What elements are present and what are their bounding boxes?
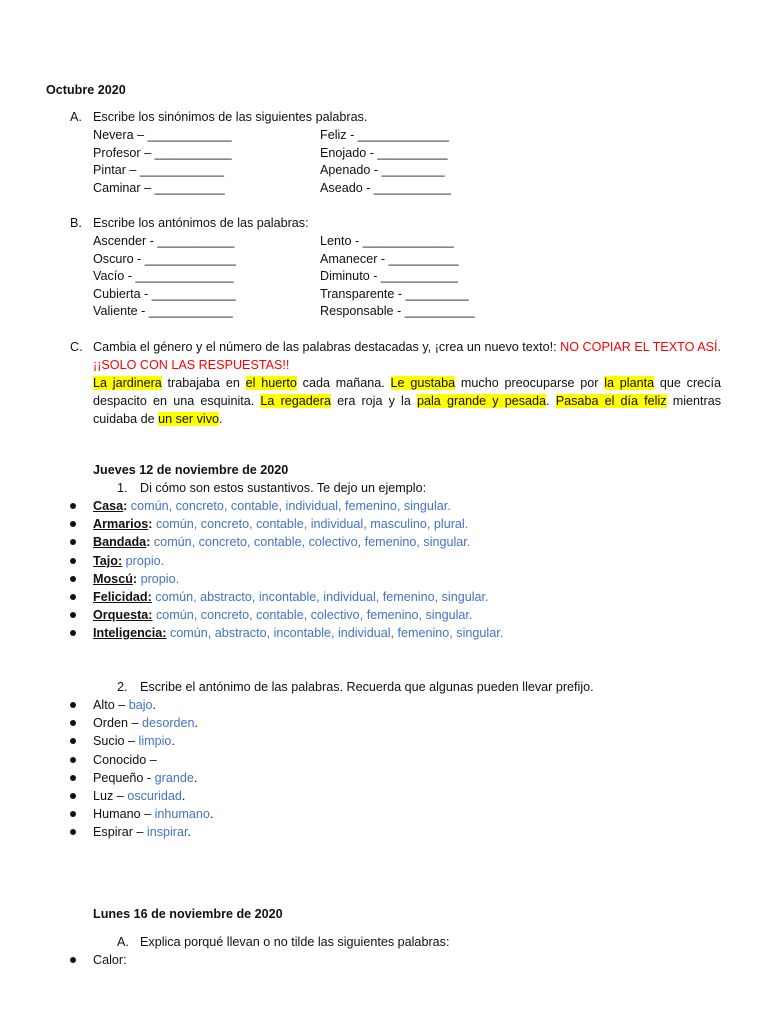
noun-item [93,570,179,588]
bullet-icon [70,697,78,705]
antonym-word: Alto – [93,698,129,712]
exercise-number: 2. [117,680,128,694]
highlighted-phrase: la planta [604,376,655,390]
antonym-word: Orden – [93,716,143,730]
noun-answer: propio. [122,554,165,568]
synonym-item: Enojado - __________ [320,146,448,160]
antonym-end: . [152,698,157,712]
exercise-number: 1. [117,481,128,495]
section-c-marker: C. [70,340,83,354]
exercise-instruction: Escribe el antónimo de las palabras. Recuerda que algunas pueden llevar prefijo. [140,680,594,694]
antonym-row [93,787,185,805]
list-item: Calor: [93,953,127,967]
section-a-marker: A. [70,110,82,124]
highlighted-phrase: Pasaba el día feliz [555,394,667,408]
antonym-end: . [187,825,192,839]
section-c-paragraph [93,374,721,428]
bullet-icon [70,952,78,960]
antonym-row [93,696,156,714]
bullet-icon [70,824,78,832]
antonym-word: Humano – [93,807,155,821]
antonym-answer: inhumano [154,807,210,821]
bullet-icon [70,733,78,741]
section-c-instruction [93,338,721,374]
antonym-word: Conocido – [93,753,157,767]
paragraph-text: era roja y la [330,394,417,408]
bullet-icon [70,625,78,633]
noun-separator: : [146,535,151,549]
section-date-jueves: Jueves 12 de noviembre de 2020 [93,463,289,477]
paragraph-text: mucho preocuparse por [455,376,605,390]
antonym-row [93,823,191,841]
noun-item [93,533,470,551]
paragraph-text: . [546,394,556,408]
noun-answer: común, abstracto, incontable, individual, femenino, singular. [151,590,489,604]
section-a-instruction: Escribe los sinónimos de las siguientes palabras. [93,110,368,124]
exercise-marker: A. [117,935,129,949]
antonym-row [93,751,157,769]
antonym-item: Oscuro - _____________ [93,252,236,266]
bullet-icon [70,752,78,760]
section-date-lunes: Lunes 16 de noviembre de 2020 [93,907,283,921]
antonym-item: Amanecer - __________ [320,252,459,266]
antonym-answer: grande [154,771,194,785]
section-b-marker: B. [70,216,82,230]
antonym-word: Espirar – [93,825,147,839]
bullet-icon [70,607,78,615]
noun-word: Moscú [93,572,133,586]
bullet-icon [70,553,78,561]
antonym-answer: bajo [128,698,153,712]
page-title: Octubre 2020 [46,83,126,97]
antonym-answer: desorden [142,716,195,730]
highlighted-phrase: un ser vivo [158,412,220,426]
paragraph-text: . [219,412,223,426]
warning-text: ¡¡SOLO CON LAS RESPUESTAS!! [93,358,290,372]
antonym-end: . [193,771,198,785]
antonym-answer: oscuridad [127,789,182,803]
highlighted-phrase: La jardinera [93,376,162,390]
noun-word: Orquesta: [93,608,153,622]
antonym-row [93,805,213,823]
noun-separator: : [123,499,128,513]
antonym-item: Valiente - ____________ [93,304,233,318]
bullet-icon [70,788,78,796]
antonym-answer: limpio [138,734,172,748]
antonym-item: Vacío - ______________ [93,269,234,283]
noun-answer: propio. [137,572,180,586]
bullet-icon [70,516,78,524]
noun-item [93,588,489,606]
noun-word: Inteligencia: [93,626,167,640]
instruction-text: Cambia el género y el número de las palabras destacadas y, ¡crea un nuevo texto!: [93,340,557,354]
bullet-icon [70,715,78,723]
highlighted-phrase: el huerto [245,376,297,390]
antonym-end: . [194,716,199,730]
bullet-icon [70,498,78,506]
noun-separator: : [132,572,138,586]
exercise-instruction: Explica porqué llevan o no tilde las siguientes palabras: [140,935,450,949]
synonym-item: Pintar – ____________ [93,163,224,177]
highlighted-phrase: La regadera [260,394,331,408]
antonym-item: Diminuto - ___________ [320,269,458,283]
noun-answer: común, abstracto, incontable, individual, femenino, singular. [166,626,504,640]
antonym-row [93,714,198,732]
synonym-item: Nevera – ____________ [93,128,232,142]
bullet-icon [70,770,78,778]
noun-item [93,497,451,515]
noun-item [93,606,472,624]
synonym-item: Feliz - _____________ [320,128,449,142]
noun-word: Casa [93,499,124,513]
noun-item [93,552,164,570]
bullet-icon [70,534,78,542]
antonym-item: Lento - _____________ [320,234,454,248]
highlighted-phrase: Le gustaba [390,376,456,390]
antonym-item: Cubierta - ____________ [93,287,236,301]
paragraph-text: mientras cuidaba de [93,394,722,426]
bullet-icon [70,571,78,579]
antonym-row [93,732,175,750]
noun-word: Bandada [93,535,147,549]
noun-answer: común, concreto, contable, colectivo, femenino, singular. [150,535,471,549]
noun-answer: común, concreto, contable, individual, femenino, singular. [127,499,451,513]
antonym-end: . [181,789,186,803]
antonym-word: Sucio – [93,734,139,748]
noun-answer: común, concreto, contable, colectivo, femenino, singular. [152,608,473,622]
warning-text: NO COPIAR EL TEXTO ASÍ. [560,340,721,354]
exercise-instruction: Di cómo son estos sustantivos. Te dejo un ejemplo: [140,481,427,495]
noun-word: Felicidad: [93,590,152,604]
synonym-item: Apenado - _________ [320,163,445,177]
antonym-word: Luz – [93,789,128,803]
antonym-end: . [171,734,175,748]
paragraph-text: que crecía despacito en una esquinita. [93,376,721,408]
antonym-answer: inspirar [146,825,188,839]
antonym-item: Ascender - ___________ [93,234,235,248]
noun-item [93,515,468,533]
antonym-end: . [209,807,214,821]
antonym-item: Responsable - __________ [320,304,475,318]
section-b-instruction: Escribe los antónimos de las palabras: [93,216,309,230]
noun-separator: : [148,517,153,531]
antonym-word: Pequeño - [93,771,155,785]
noun-item [93,624,503,642]
synonym-item: Profesor – ___________ [93,146,232,160]
noun-word: Armarios [93,517,149,531]
bullet-icon [70,589,78,597]
noun-word: Tajo: [93,554,123,568]
synonym-item: Aseado - ___________ [320,181,451,195]
paragraph-text: trabajaba en [161,376,246,390]
synonym-item: Caminar – __________ [93,181,225,195]
bullet-icon [70,806,78,814]
paragraph-text: cada mañana. [296,376,391,390]
noun-answer: común, concreto, contable, individual, masculino, plural. [152,517,469,531]
antonym-item: Transparente - _________ [320,287,469,301]
antonym-row [93,769,197,787]
highlighted-phrase: pala grande y pesada [417,394,547,408]
